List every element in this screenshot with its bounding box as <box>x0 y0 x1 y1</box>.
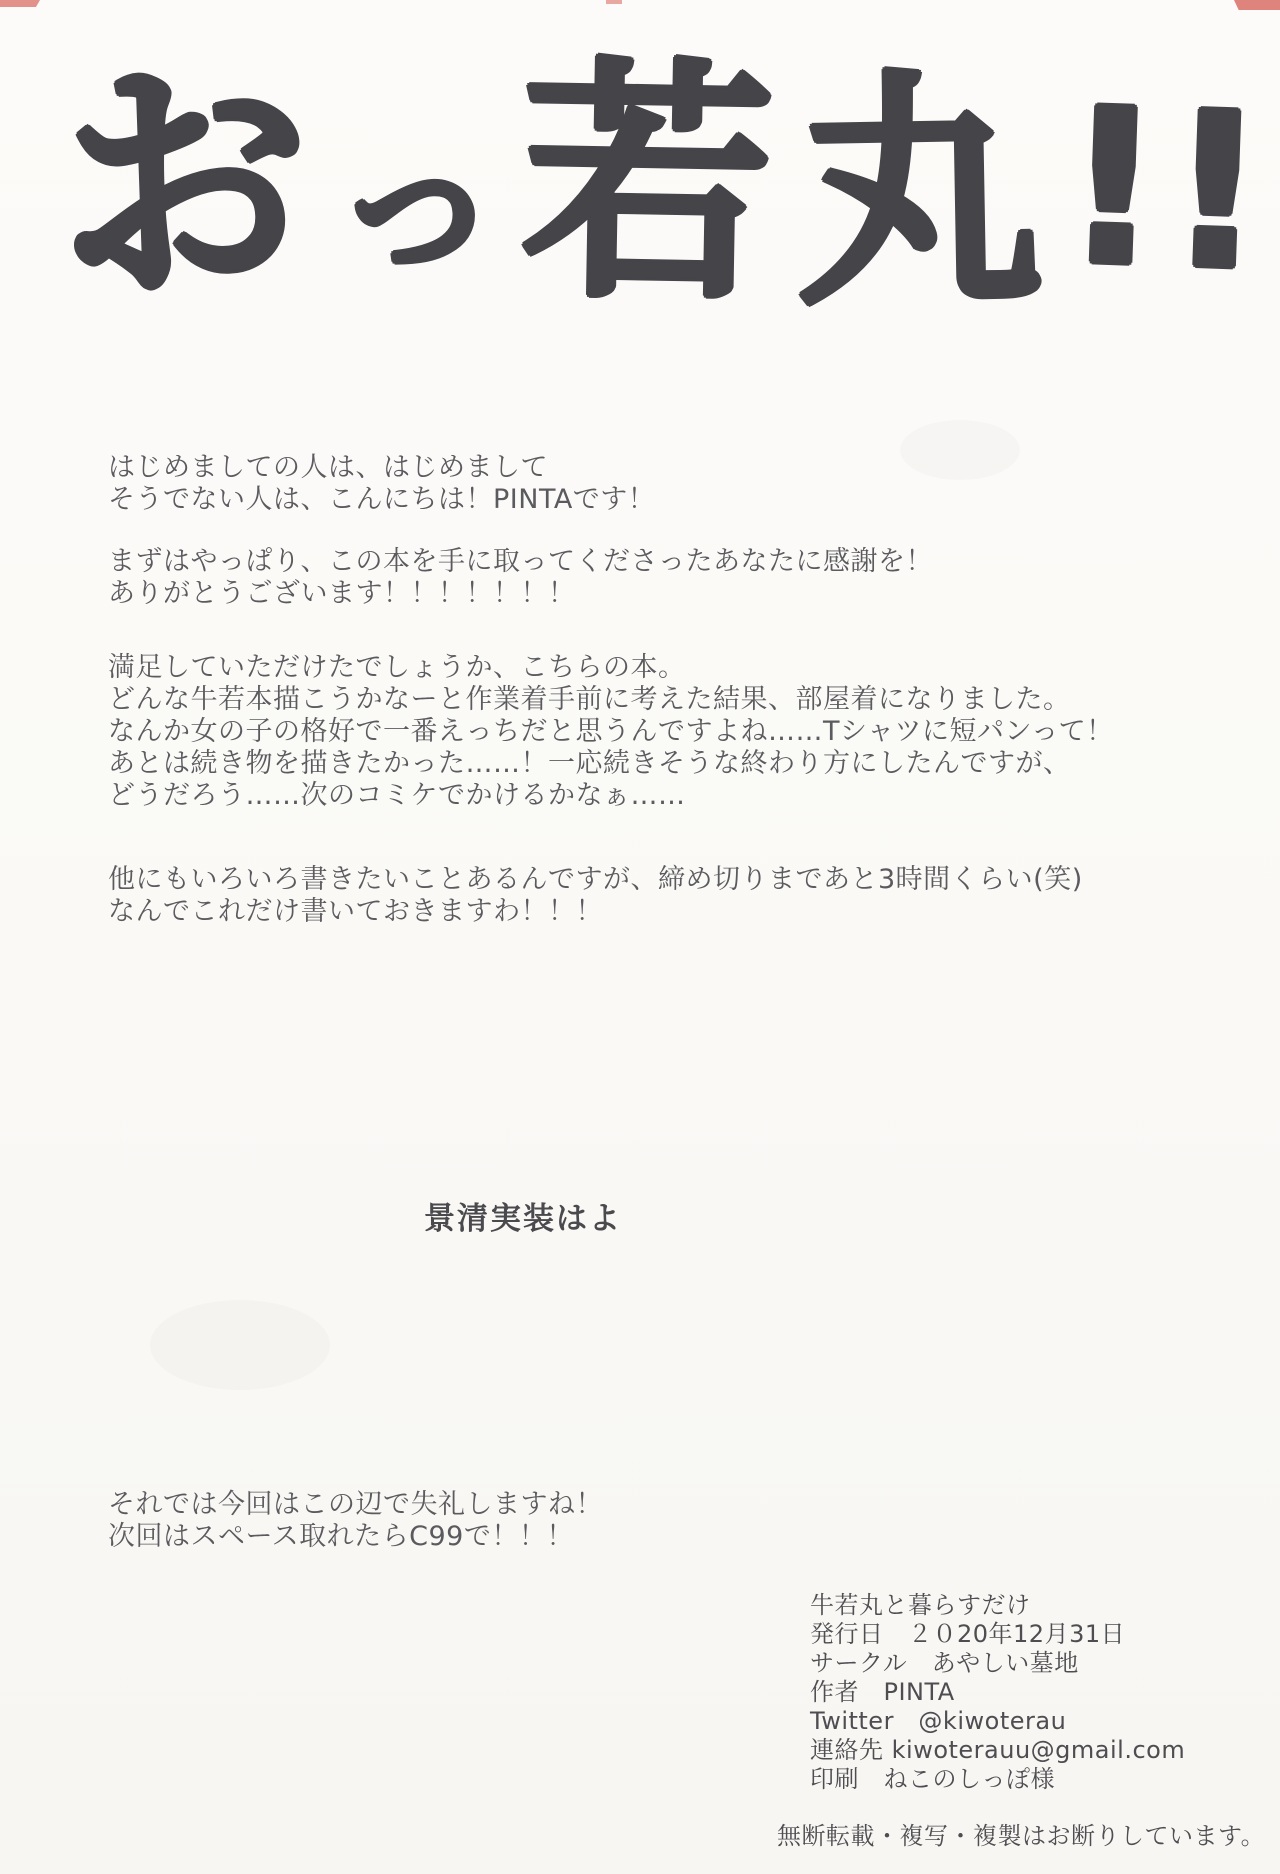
paragraph-greeting <box>108 452 655 516</box>
paragraph-book-notes <box>108 652 1114 812</box>
text-line: それでは今回はこの辺で失礼しますね！ <box>108 1489 603 1520</box>
text-line: まずはやっぱり、この本を手に取ってくださったあなたに感謝を！ <box>108 546 933 577</box>
scan-artifact-top-middle <box>606 0 622 4</box>
text-line: どうだろう……次のコミケでかけるかなぁ…… <box>108 780 686 811</box>
scan-blotch <box>150 1300 330 1390</box>
colophon-twitter: Twitter @kiwoterau <box>810 1707 1067 1735</box>
text-line: どんな牛若本描こうかなーと作業着手前に考えた結果、部屋着になりました。 <box>108 684 1071 715</box>
title-char: 若 <box>519 36 799 335</box>
colophon <box>810 1591 1185 1794</box>
page-title <box>52 28 1276 343</box>
paragraph-closing <box>108 1489 603 1553</box>
copyright-notice: 無断転載・複写・複製はお断りしています。 <box>777 1822 1266 1850</box>
title-char: っ <box>327 99 528 305</box>
text-line: なんか女の子の格好で一番えっちだと思うんですよね……Tシャツに短パンって！ <box>108 716 1114 747</box>
paragraph-thanks <box>108 546 933 610</box>
colophon-contact: 連絡先 kiwoterauu@gmail.com <box>810 1736 1186 1764</box>
text-line: そうでない人は、こんにちは！PINTAです！ <box>108 484 656 515</box>
text-line: なんでこれだけ書いておきますわ！！！ <box>108 896 603 927</box>
colophon-printer: 印刷 ねこのしっぽ様 <box>810 1765 1055 1793</box>
scan-blotch <box>900 420 1020 480</box>
scan-artifact-top-left <box>0 0 40 7</box>
text-line: あとは続き物を描きたかった……！一応続きそうな終わり方にしたんですが、 <box>108 748 1071 779</box>
scan-artifact-top-right <box>1234 0 1280 10</box>
colophon-publish-date: 発行日 ２０20年12月31日 <box>810 1620 1126 1648</box>
text-line: ありがとうございます！！！！！！！ <box>108 578 576 609</box>
text-line: 他にもいろいろ書きたいことあるんですが、締め切りまであと3時間くらい(笑) <box>108 864 1083 895</box>
text-line: 次回はスペース取れたらC99で！！！ <box>108 1521 574 1552</box>
title-char: お <box>52 34 338 337</box>
text-line: 満足していただけたでしょうか、こちらの本。 <box>108 652 686 683</box>
centered-note: 景清実装はよ <box>424 1201 622 1237</box>
colophon-author: 作者 PINTA <box>810 1678 955 1706</box>
text-line: はじめましての人は、はじめまして <box>108 452 548 483</box>
paragraph-deadline <box>108 864 1083 928</box>
colophon-book-title: 牛若丸と暮らすだけ <box>810 1591 1031 1619</box>
colophon-circle: サークル あやしい墓地 <box>810 1649 1079 1677</box>
title-exclamation: !! <box>1060 62 1276 319</box>
title-char: 丸 <box>793 48 1067 340</box>
